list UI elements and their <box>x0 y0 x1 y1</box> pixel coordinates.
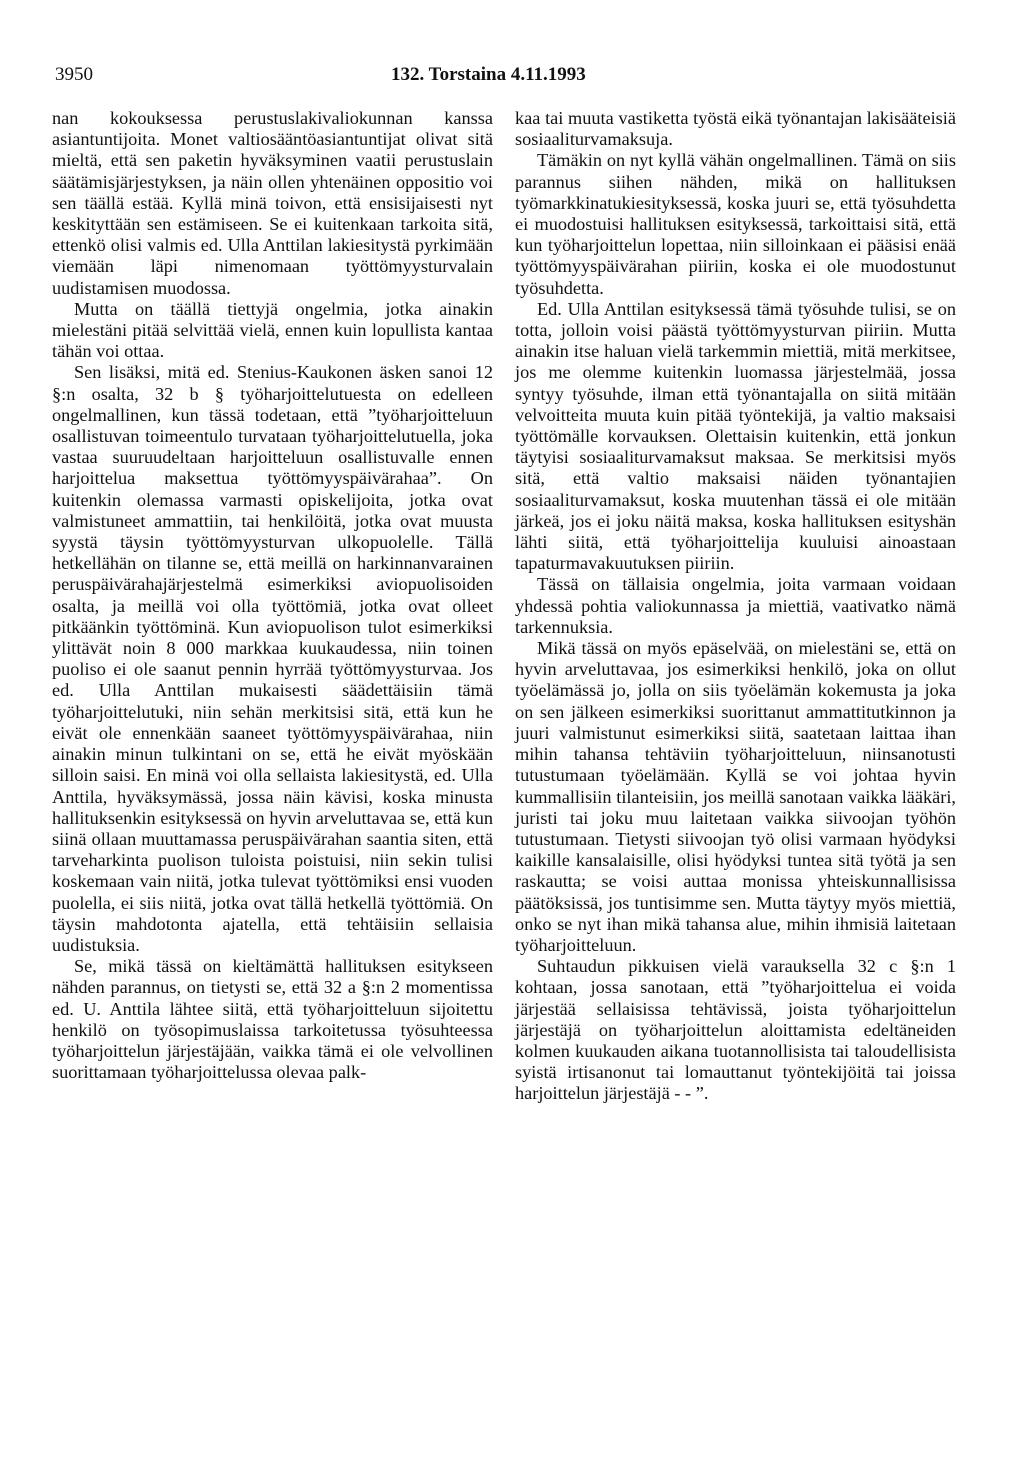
paragraph: Ed. Ulla Anttilan esityksessä tämä työsuhde tulisi, se on totta, jolloin voisi päästä työttömyysturvan piiriin. Mutta ainakin itse haluan vielä tarkemmin miettiä, mitä merkitsee, jos me olemme kuitenkin luomassa järjestelmää, jossa syntyy työsuhde, ilman että työnantajalla on siitä mitään velvoitteita muuta kuin pitää työntekijä, ja valtio maksaisi työttömälle korvauksen. Olettaisin kuitenkin, että jonkun täytyisi sosiaaliturvamaksut maksaa. Se merkitsisi myös sitä, että valtio maksaisi näiden työnantajien sosiaaliturvamaksut, koska muutenhan tässä ei ole mitään järkeä, jos ei joku näitä maksa, koska hallituksen esityshän lähti siitä, että työharjoittelija kuuluisi ainoastaan tapaturmavakuutuksen piiriin. <box>515 298 956 574</box>
paragraph: Mutta on täällä tiettyjä ongelmia, jotka ainakin mielestäni pitää selvittää vielä, ennen kuin lopullista kantaa tähän voi ottaa. <box>52 298 493 362</box>
paragraph: Se, mikä tässä on kieltämättä hallituksen esitykseen nähden parannus, on tietysti se, että 32 a §:n 2 momentissa ed. U. Anttila lähtee siitä, että työharjoitteluun sijoitettu henkilö on työsopimuslaissa tarkoitetussa työsuhteessa työharjoittelun järjestäjään, vaikka tämä ei ole velvollinen suorittamaan työharjoittelussa olevaa palk- <box>52 956 493 1083</box>
right-column <box>515 108 956 1105</box>
paragraph: Mikä tässä on myös epäselvää, on mielestäni se, että on hyvin arveluttavaa, jos esimerkiksi henkilö, joka on ollut työelämässä jo, jolla on siis työelämän kokemusta ja joka on sen jälkeen esimerkiksi suorittanut ammattitutkinnon ja juuri valmistunut esimerkiksi siitä, saatetaan laittaa ihan mihin tahansa tehtäviin työharjoitteluun, niinsanotusti tutustumaan työelämään. Kyllä se voi johtaa hyvin kummallisiin tilanteisiin, jos meillä sanotaan vaikka lääkäri, juristi tai joku muu laitetaan vaikka siivoojan työhön tutustumaan. Tietysti siivoojan työ olisi varmaan hyödyksi kaikille kansalaisille, olisi hyödyksi tuntea sitä työtä ja sen raskautta; se voisi auttaa monissa yhteiskunnallisissa päätöksissä, jos tuntisimme sen. Mutta täytyy myös miettiä, onko se nyt ihan mikä tahansa alue, mihin ihmisiä laitetaan työharjoitteluun. <box>515 638 956 955</box>
left-column <box>52 108 493 1083</box>
paragraph: nan kokouksessa perustuslakivaliokunnan kanssa asiantuntijoita. Monet valtiosääntöasiantuntijat olivat sitä mieltä, että sen paketin hyväksyminen vaatii perustuslain säätämisjärjestyksen, ja näin ollen yhtenäinen oppositio voi sen täällä estää. Kyllä minä toivon, että ensisijaisesti nyt keskityttään sen estämiseen. Se ei kuitenkaan tarkoita sitä, ettenkö olisi valmis ed. Ulla Anttilan lakiesitystä pyrkimään viemään läpi nimenomaan työttömyysturvalain uudistamisen muodossa. <box>52 108 493 298</box>
page-number: 3950 <box>55 64 93 85</box>
paragraph: Sen lisäksi, mitä ed. Stenius-Kaukonen äsken sanoi 12 §:n osalta, 32 b § työharjoittelutuesta on edelleen ongelmallinen, kun tässä todetaan, että ”työharjoitteluun osallistuvan toimeentulo turvataan työharjoittelutuella, joka vastaa suuruudeltaan harjoitteluun osallistuvalle ennen harjoittelua maksettua työttömyyspäivärahaa”. On kuitenkin olemassa varmasti opiskelijoita, jotka ovat valmistuneet ammattiin, tai henkilöitä, jotka ovat muusta syystä täysin työttömyysturvan ulkopuolelle. Tällä hetkellähän on tilanne se, että meillä on harkinnanvarainen peruspäivärahajärjestelmä esimerkiksi aviopuolisoiden osalta, ja meillä voi olla työttömiä, jotka ovat olleet pitkäänkin työttöminä. Kun aviopuolison tulot esimerkiksi ylittävät noin 8 000 markkaa kuukaudessa, niin toinen puoliso ei ole saanut pennin hyrrää työttömyysturvaa. Jos ed. Ulla Anttilan mukaisesti säädettäisiin tämä työharjoittelutuki, niin sehän merkitsisi sitä, että kun he eivät ole ennenkään saaneet työttömyyspäivärahaa, niin ainakin minun tulkintani on se, että he eivät myöskään silloin saisi. En minä voi olla sellaista lakiesitystä, ed. Ulla Anttila, hyväksymässä, jossa näin kävisi, koska minusta hallituksenkin esityksessä on hyvin arveluttavaa se, että kun siinä ollaan muuttamassa peruspäivärahan saantia siten, että tarveharkinta puolison tuloista poistuisi, niin sekin tulisi koskemaan vain niitä, jotka tulevat työttömiksi ensi vuoden puolella, ei siis niitä, jotka ovat tällä hetkellä työttömiä. On täysin mahdotonta ajatella, että tehtäisiin sellaisia uudistuksia. <box>52 362 493 955</box>
paragraph: Tämäkin on nyt kyllä vähän ongelmallinen. Tämä on siis parannus siihen nähden, mikä on hallituksen työmarkkinatukiesityksessä, koska juuri se, että työsuhdetta ei muodostuisi hallituksen esityksessä, tarkoittaisi sitä, että kun työharjoittelun lopettaa, niin silloinkaan ei pääsisi enää työttömyyspäivärahan piiriin, koska ei ole muodostunut työsuhdetta. <box>515 150 956 298</box>
paragraph: Suhtaudun pikkuisen vielä varauksella 32 c §:n 1 kohtaan, jossa sanotaan, että ”työharjoittelua ei voida järjestää sellaisissa tehtävissä, joista työharjoittelun järjestäjä on työharjoittelun aloittamista edeltäneiden kolmen kuukauden aikana tuotannollisista tai taloudellisista syistä irtisanonut tai lomauttanut työntekijöitä tai joissa harjoittelun järjestäjä - - ”. <box>515 956 956 1104</box>
paragraph: kaa tai muuta vastiketta työstä eikä työnantajan lakisääteisiä sosiaaliturvamaksuja. <box>515 108 956 150</box>
running-head: 132. Torstaina 4.11.1993 <box>391 64 586 85</box>
paragraph: Tässä on tällaisia ongelmia, joita varmaan voidaan yhdessä pohtia valiokunnassa ja miettiä, vaativatko nämä tarkennuksia. <box>515 574 956 637</box>
